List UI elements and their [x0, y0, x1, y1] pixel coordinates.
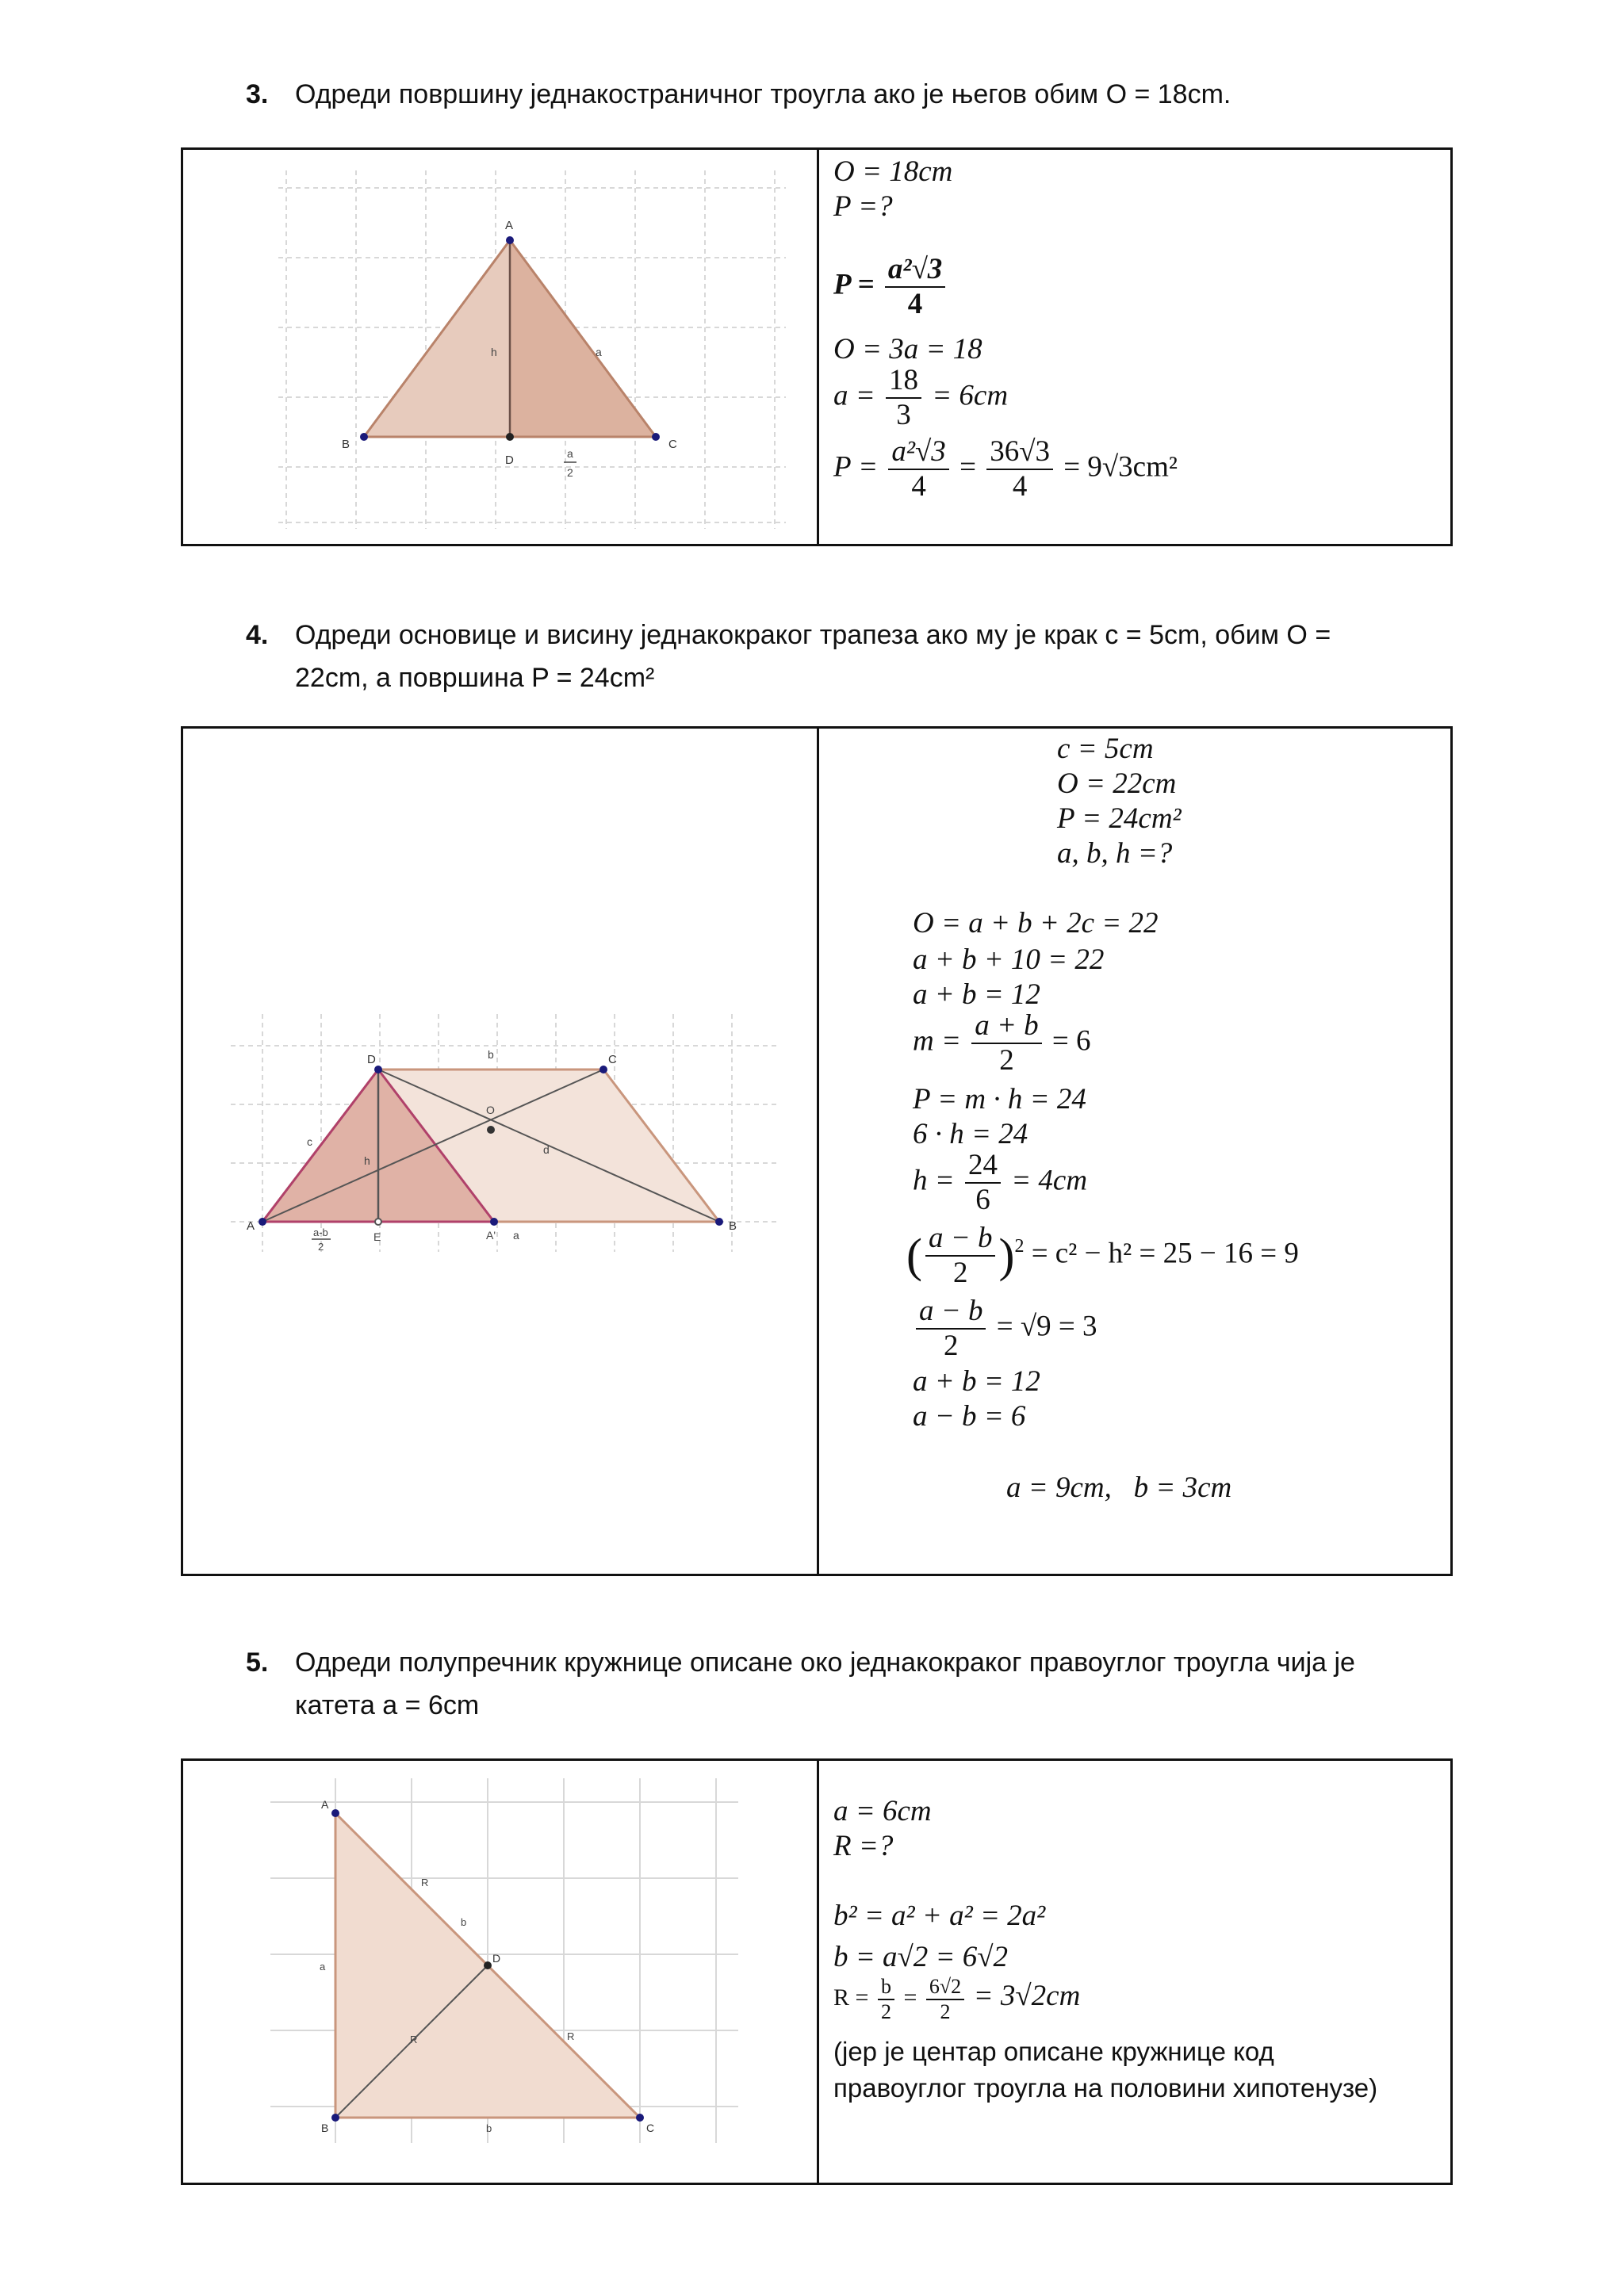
label-A: A [247, 1219, 255, 1233]
radius-num-1: b [878, 1975, 894, 2000]
problem-4-text-line2: 22cm, а површина P = 24cm² [295, 663, 655, 693]
given-leg: a = 6cm [833, 1795, 932, 1827]
step-perimeter: O = 3a = 18 [833, 333, 982, 365]
label-B: B [342, 438, 350, 451]
radius-den-2: 2 [940, 2000, 951, 2023]
area-formula [833, 253, 948, 321]
note-line-2: правоуглог троугла на половини хипотенузе) [833, 2073, 1378, 2103]
label-b-hyp: b [461, 1916, 467, 1928]
formula-numerator: a²√3 [885, 253, 945, 288]
step-sum-10: a + b + 10 = 22 [913, 943, 1105, 976]
label-D: D [492, 1952, 501, 1965]
given-leg: c = 5cm [1057, 733, 1154, 765]
label-A-prime: A' [486, 1229, 496, 1242]
label-a-half-num: a [567, 447, 573, 460]
equilateral-triangle-figure [278, 156, 794, 541]
label-D: D [505, 453, 514, 467]
step-hypotenuse: b = a√2 = 6√2 [833, 1941, 1009, 1973]
area-lhs: P = [833, 450, 879, 484]
radius-lhs: R = [833, 1984, 869, 2011]
radius-den-1: 2 [880, 2000, 891, 2023]
label-R-upper: R [421, 1877, 429, 1888]
height-rhs: = 4cm [1011, 1164, 1088, 1197]
problem-5-solution [833, 1761, 1444, 2181]
step-height [913, 1149, 1087, 1217]
pyth-rhs: = c² − h² = 25 − 16 = 9 [1031, 1237, 1299, 1270]
midline-rhs: = 6 [1051, 1024, 1091, 1058]
label-c: c [307, 1135, 312, 1148]
given-perimeter: O = 18cm [833, 155, 953, 188]
halfdiff-rhs: = √9 = 3 [996, 1310, 1097, 1343]
halfdiff-num: a − b [916, 1295, 986, 1330]
table-divider [817, 1761, 819, 2183]
label-h: h [491, 346, 497, 358]
system-eq-2: a − b = 6 [913, 1400, 1026, 1433]
formula-denominator: 4 [907, 288, 923, 320]
label-E: E [373, 1230, 381, 1243]
step-6h: 6 · h = 24 [913, 1118, 1028, 1150]
midline-num: a + b [971, 1009, 1041, 1044]
height-den: 6 [975, 1184, 990, 1216]
label-O: O [486, 1104, 495, 1116]
label-a: a [320, 1961, 326, 1973]
pyth-num: a − b [925, 1222, 995, 1257]
note-line-1: (јер је центар описане кружнице код [833, 2037, 1274, 2066]
system-eq-1: a + b = 12 [913, 1365, 1040, 1398]
label-R-lower: R [567, 2030, 575, 2042]
height-num: 24 [965, 1149, 1001, 1184]
step-sum: a + b = 12 [913, 978, 1040, 1011]
area-eq: = [959, 450, 976, 484]
step-area: P = m · h = 24 [913, 1083, 1086, 1115]
area-den-2: 4 [1012, 470, 1028, 503]
step-area [833, 435, 1178, 503]
pyth-den: 2 [952, 1257, 968, 1289]
midline-den: 2 [999, 1044, 1014, 1077]
side-denominator: 3 [896, 399, 911, 431]
step-half-diff [913, 1295, 1097, 1363]
problem-3-number: 3. [246, 79, 269, 109]
label-amb-num: a-b [313, 1226, 328, 1238]
side-numerator: 18 [886, 364, 921, 399]
label-C: C [608, 1053, 617, 1066]
problem-4-text-line1: Одреди основице и висину једнакокраког трапеза ако му је крак c = 5cm, обим O = [295, 620, 1331, 650]
radius-eq: = [903, 1984, 917, 2011]
height-lhs: h = [913, 1164, 955, 1197]
problem-5-table [181, 1758, 1453, 2185]
find-area: P =? [833, 190, 893, 223]
radius-num-2: 6√2 [926, 1975, 964, 2000]
problem-3-text: Одреди површину једнакостраничног троугла ако је његов обим O = 18cm. [295, 79, 1231, 109]
label-R-inner: R [410, 2034, 418, 2045]
midline-lhs: m = [913, 1024, 961, 1058]
problem-5-text-line2: катета a = 6cm [295, 1690, 480, 1720]
problem-4-solution [818, 729, 1444, 1569]
label-a-half-den: 2 [567, 466, 573, 479]
area-den-1: 4 [911, 470, 926, 503]
area-num-2: 36√3 [986, 435, 1053, 470]
given-area: P = 24cm² [1057, 802, 1182, 835]
problem-5-number: 5. [246, 1647, 269, 1678]
label-h: h [364, 1154, 370, 1167]
label-b: b [488, 1048, 494, 1061]
label-C: C [668, 438, 677, 451]
problem-3-solution [833, 150, 1436, 546]
step-pythagoras: ( $\frac{a - b}{2}$ )$^2$ = c² − h² = 25 − 16 = 9 [906, 1222, 1299, 1289]
step-side [833, 364, 1008, 432]
find-radius: R =? [833, 1830, 894, 1862]
label-B: B [321, 2122, 329, 2134]
formula-lhs: P = [833, 268, 875, 301]
label-amb-den: 2 [318, 1241, 324, 1253]
step-midline [913, 1009, 1091, 1077]
problem-5-text-line1: Одреди полупречник кружнице описане око једнакокраког правоуглог троугла чија је [295, 1647, 1355, 1678]
find-abh: a, b, h =? [1057, 837, 1173, 870]
label-C: C [646, 2122, 655, 2134]
halfdiff-den: 2 [943, 1330, 959, 1362]
problem-4-number: 4. [246, 620, 269, 650]
side-lhs: a = [833, 379, 875, 412]
label-a: a [513, 1229, 519, 1242]
right-triangle-figure [270, 1778, 746, 2151]
label-b-base: b [486, 2122, 492, 2134]
radius-result: = 3√2cm [973, 1979, 1081, 2012]
area-num-1: a²√3 [888, 435, 948, 470]
label-d: d [543, 1143, 550, 1156]
side-result: = 6cm [932, 379, 1009, 412]
label-D: D [367, 1053, 376, 1066]
problem-3-table [181, 147, 1453, 546]
label-a: a [596, 346, 602, 358]
isosceles-trapezoid-figure [231, 1014, 786, 1268]
label-A: A [505, 219, 514, 232]
final-answer: a = 9cm, b = 3cm [1006, 1471, 1232, 1504]
step-perimeter: O = a + b + 2c = 22 [913, 907, 1159, 939]
step-radius [833, 1975, 1080, 2024]
label-B: B [729, 1219, 737, 1233]
label-A: A [321, 1798, 329, 1811]
step-hypotenuse-sq: b² = a² + a² = 2a² [833, 1900, 1046, 1932]
table-divider [817, 150, 819, 544]
problem-4-table [181, 726, 1453, 1576]
area-result: = 9√3cm² [1063, 450, 1178, 484]
given-perimeter: O = 22cm [1057, 767, 1177, 800]
